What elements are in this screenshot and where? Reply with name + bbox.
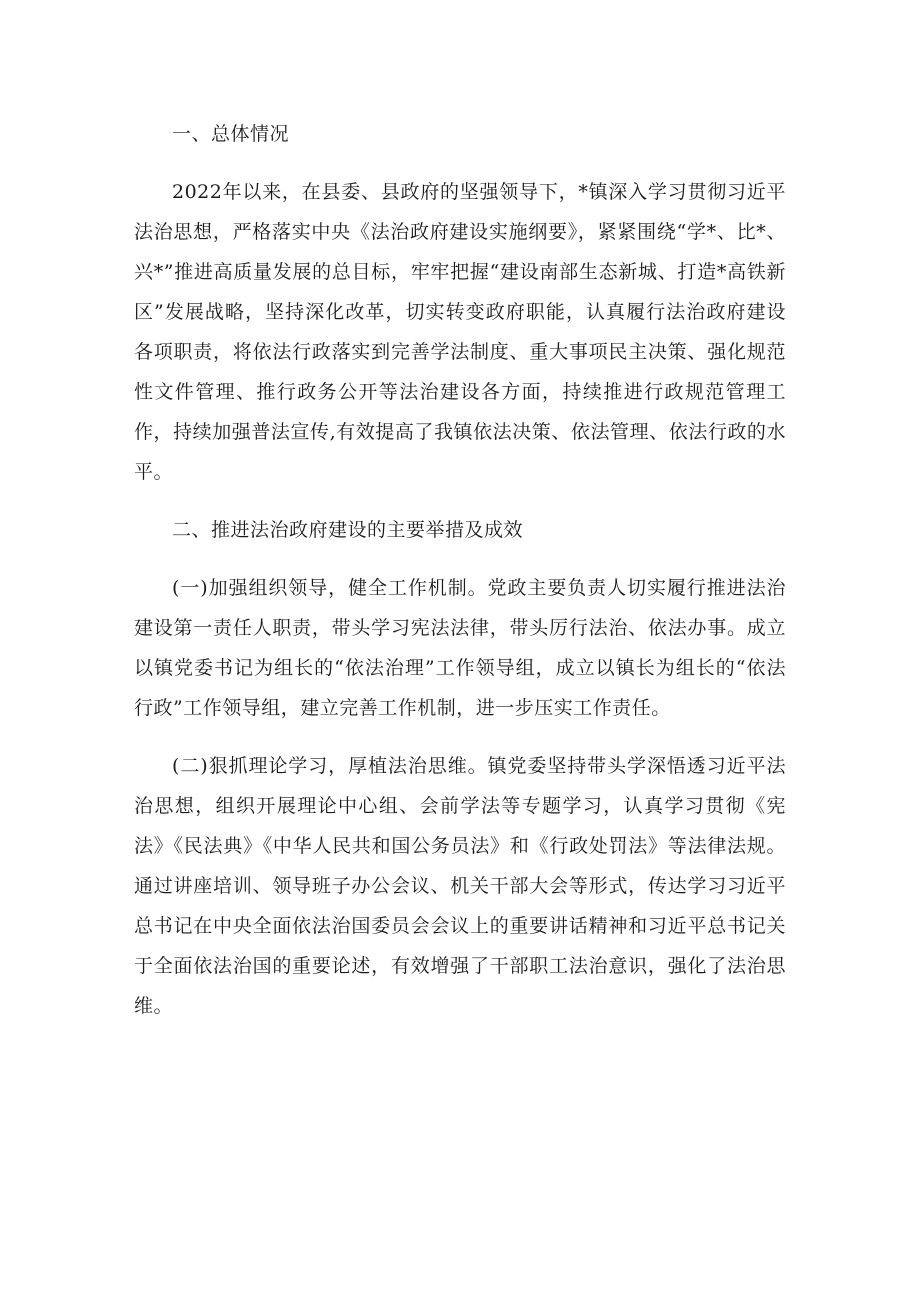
paragraph-overall-situation: 2022年以来，在县委、县政府的坚强领导下，*镇深入学习贯彻习近平法治思想，严格落实中央《法治政府建设实施纲要》，紧紧围绕“学*、比*、兴*”推进高质量发展的总目标，牢牢把握“建设南部生态新城、打造*高铁新区”发展战略，坚持深化改革，切实转变政府职能，认真履行法治政府建设各项职责，将依法行政落实到完善学法制度、重大事项民主决策、强化规范性文件管理、推行政务公开等法治建设各方面，持续推进行政规范管理工作，持续加强普法宣传,有效提高了我镇依法决策、依法管理、依法行政的水平。: [134, 181, 786, 483]
section-heading-overall: 一、总体情况: [172, 123, 290, 145]
paragraph-organization-leadership: (一)加强组织领导，健全工作机制。党政主要负责人切实履行推进法治建设第一责任人职责，带头学习宪法法律，带头厉行法治、依法办事。成立以镇党委书记为组长的“依法治理”工作领导组，成立以镇长为组长的“依法行政”工作领导组，建立完善工作机制，进一步压实工作责任。: [134, 577, 786, 719]
paragraph-theory-study: (二)狠抓理论学习，厚植法治思维。镇党委坚持带头学深悟透习近平法治思想，组织开展理论中心组、会前学法等专题学习，认真学习贯彻《宪法》《民法典》《中华人民共和国公务员法》和《行政处罚法》等法律法规。通过讲座培训、领导班子办公会议、机关干部大会等形式，传达学习习近平总书记在中央全面依法治国委员会会议上的重要讲话精神和习近平总书记关于全面依法治国的重要论述，有效增强了干部职工法治意识，强化了法治思维。: [134, 755, 786, 1017]
section-heading-measures: 二、推进法治政府建设的主要举措及成效: [172, 519, 524, 541]
